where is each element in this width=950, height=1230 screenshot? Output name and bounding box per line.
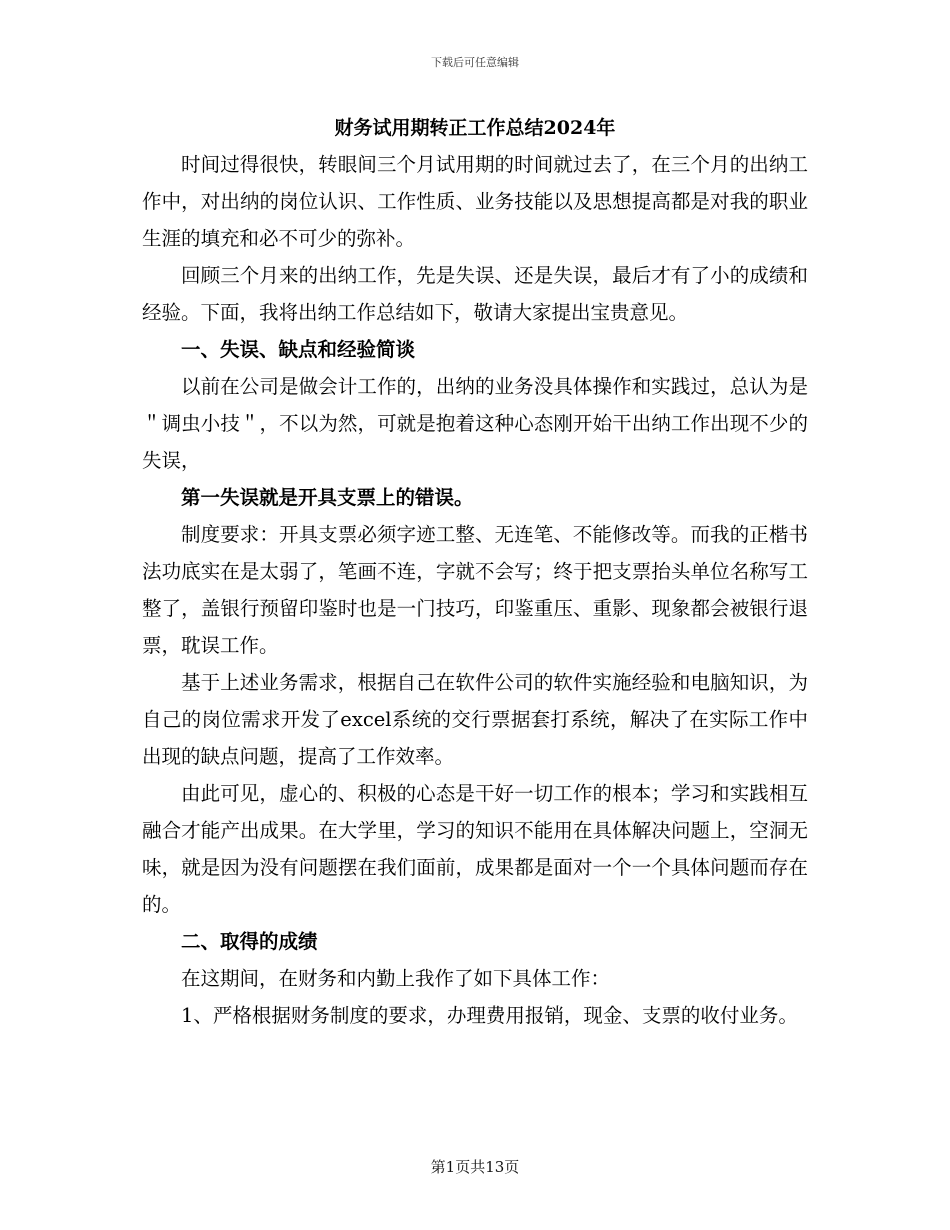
paragraph-conclusion: 由此可见，虚心的、积极的心态是干好一切工作的根本；学习和实践相互融合才能产出成果。在大学里，学习的知识不能用在具体解决问题上，空洞无味，就是因为没有问题摆在我们面前，成果都是面对一个一个具体问题而存在的。 — [142, 782, 808, 916]
document-title: 财务试用期转正工作总结2024年 — [334, 117, 616, 139]
paragraph-cheque-rules: 制度要求：开具支票必须字迹工整、无连笔、不能修改等。而我的正楷书法功底实在是太弱了，笔画不连，字就不会写；终于把支票抬头单位名称写工整了，盖银行预留印鉴时也是一门技巧，印鉴重压、重影、现象都会被银行退票，耽误工作。 — [142, 523, 808, 657]
subheading-first-mistake: 第一失误就是开具支票上的错误。 — [181, 486, 474, 509]
page-footer: 第1页共13页 — [430, 1158, 520, 1176]
paragraph-review: 回顾三个月来的出纳工作，先是失误、还是失误，最后才有了小的成绩和经验。下面，我将出纳工作总结如下，敬请大家提出宝贵意见。 — [142, 264, 808, 324]
document-body — [142, 146, 808, 1034]
paragraph-intro: 时间过得很快，转眼间三个月试用期的时间就过去了，在三个月的出纳工作中，对出纳的岗位认识、工作性质、业务技能以及思想提高都是对我的职业生涯的填充和必不可少的弥补。 — [142, 153, 808, 250]
header-note: 下载后可任意编辑 — [431, 56, 519, 69]
section-heading-1: 一、失误、缺点和经验简谈 — [181, 338, 416, 361]
paragraph-work-intro: 在这期间，在财务和内勤上我作了如下具体工作： — [181, 967, 611, 990]
paragraph-previous-work: 以前在公司是做会计工作的，出纳的业务没具体操作和实践过，总认为是＂调虫小技＂，不以为然，可就是抱着这种心态刚开始干出纳工作出现不少的失误， — [142, 375, 808, 472]
section-heading-2: 二、取得的成绩 — [181, 930, 318, 953]
paragraph-item-1: 1、严格根据财务制度的要求，办理费用报销，现金、支票的收付业务。 — [181, 1004, 798, 1027]
paragraph-excel-system: 基于上述业务需求，根据自己在软件公司的软件实施经验和电脑知识，为自己的岗位需求开发了excel系统的交行票据套打系统，解决了在实际工作中出现的缺点问题，提高了工作效率。 — [142, 671, 808, 768]
